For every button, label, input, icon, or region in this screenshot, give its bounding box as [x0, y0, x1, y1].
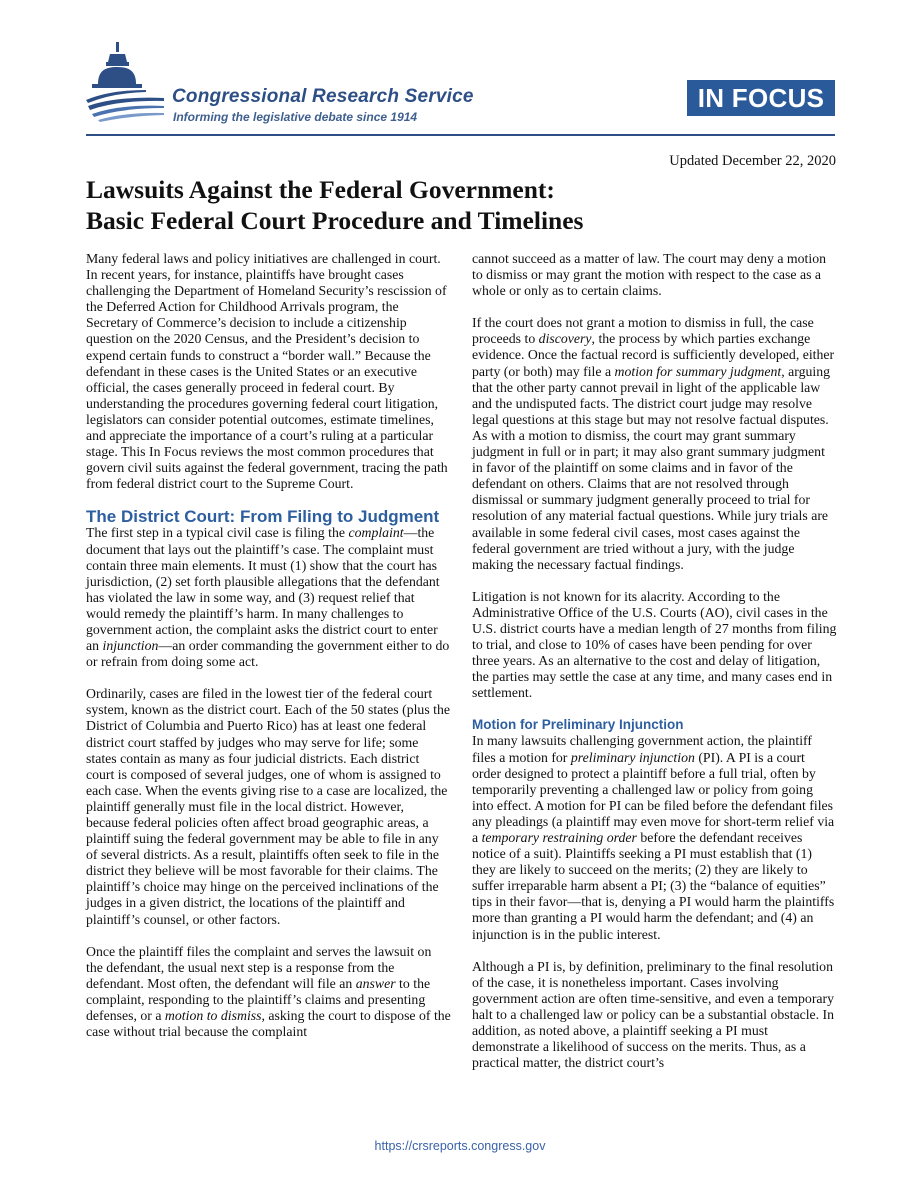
left-column	[86, 251, 451, 1040]
section-heading-preliminary-injunction: Motion for Preliminary Injunction	[472, 717, 684, 733]
timeline-paragraph: Litigation is not known for its alacrity. According to the Administrative Office of the U.S. Courts (AO), civil cases in the U.S. district courts have a median length of 27 months from filing to trial, and close to 10% of cases have been pending for over three years. As an alternative to the cost and delay of litigation, the parties may settle the case at any time, and many cases end in settlement.	[472, 588, 837, 701]
term-discovery: discovery	[538, 331, 592, 347]
preliminary-injunction-paragraph: In many lawsuits challenging government action, the plaintiff files a motion for preliminary injunction (PI). A PI is a court order designed to protect a plaintiff before a full trial, often by temporarily preventing a challenged law or policy from going into effect. A motion for PI can be filed before the defendant files any pleadings (a plaintiff may even move for short-term relief via a temporary restraining order before the defendant receives notice of a suit). Plaintiffs seeking a PI must establish that (1) they are likely to succeed on the merits; (2) they are likely to suffer irreparable harm absent a PI; (3) the “balance of equities” tips in their favor—that is, denying a PI would harm the plaintiffs more than granting a PI would harm the defendant; and (4) an injunction is in the public interest.	[472, 733, 835, 942]
term-complaint: complaint	[348, 525, 404, 541]
dismiss-continuation-paragraph: cannot succeed as a matter of law. The court may deny a motion to dismiss or may grant the motion with respect to the case as a whole or only as to certain claims.	[472, 251, 826, 299]
header-rule	[86, 134, 835, 136]
page-header	[0, 0, 920, 150]
complaint-paragraph: The first step in a typical civil case is filing the complaint—the document that lays out the plaintiff’s case. The complaint must contain three main elements. It must (1) show that the court has jurisdiction, (2) set forth plausible allegations that the defendant has violated the law in some way, and (3) request relief that would remedy the plaintiff’s harm. In many challenges to government action, the complaint asks the district court to enter an injunction—an order commanding the government either to do or refrain from doing some act.	[86, 525, 450, 670]
term-answer: answer	[355, 975, 396, 991]
term-temporary-restraining-order: temporary restraining order	[481, 830, 637, 845]
term-motion-to-dismiss: motion to dismiss	[164, 1008, 262, 1024]
term-preliminary-injunction: preliminary injunction	[570, 749, 695, 765]
org-tagline: Informing the legislative debate since 1914	[173, 110, 418, 124]
discovery-paragraph: If the court does not grant a motion to dismiss in full, the case proceeds to discovery, the process by which parties exchange evidence. Once the factual record is sufficiently developed, either party (or both) may file a motion for summary judgment, arguing that the other party cannot prevail in light of the applicable law and the undisputed facts. The district court judge may resolve legal questions at this stage but may not resolve factual disputes. As with a motion to dismiss, the court may grant summary judgment in full or in part; it may also grant summary judgment in favor of the plaintiff on some claims and in favor of the defendant on others. Claims that are not resolved through dismissal or summary judgment generally proceed to trial for resolution of any material factual questions. While jury trials are available in some federal civil cases, most cases against the federal government are tried without a jury, with the judge making the necessary factual findings.	[472, 315, 835, 572]
org-name: Congressional Research Service	[172, 86, 474, 107]
term-injunction: injunction	[102, 638, 159, 654]
title-line-2: Basic Federal Court Procedure and Timelines	[86, 206, 584, 235]
pi-importance-paragraph: Although a PI is, by definition, preliminary to the final resolution of the case, it is nonetheless important. Cases involving government action are often time-sensitive, and even a temporary halt to a challenged law or policy can be a substantial obstacle. In addition, as noted above, a plaintiff seeking a PI must demonstrate a likelihood of success on the merits. Thus, as a practical matter, the district court’s	[472, 958, 835, 1071]
right-column	[472, 251, 837, 1071]
in-focus-badge: IN FOCUS	[687, 80, 835, 116]
response-paragraph: Once the plaintiff files the complaint and serves the lawsuit on the defendant, the usual next step is a response from the defendant. Most often, the defendant will file an answer to the complaint, responding to the plaintiff’s claims and presenting defenses, or a motion to dismiss, asking the court to dispose of the case without trial because the complaint	[86, 943, 451, 1040]
updated-date: Updated December 22, 2020	[669, 153, 836, 169]
intro-paragraph: Many federal laws and policy initiatives are challenged in court. In recent years, for instance, plaintiffs have brought cases challenging the Department of Homeland Security’s rescission of the Deferred Action for Childhood Arrivals program, the Secretary of Commerce’s decision to include a citizenship question on the 2020 Census, and the President’s decision to expend certain funds to construct a “border wall.” Because the defendant in these cases is the United States or an executive official, the cases generally proceed in federal court. By understanding the procedures governing federal court litigation, legislators can consider potential outcomes, estimate timelines, and appreciate the importance of a court’s ruling at a particular stage. This In Focus reviews the most common procedures that govern civil suits against the federal government, tracing the path from federal district court to the Supreme Court.	[86, 251, 448, 492]
section-heading-district-court: The District Court: From Filing to Judgment	[86, 507, 440, 527]
footer-url-link[interactable]: https://crsreports.congress.gov	[374, 1139, 546, 1153]
title-line-1: Lawsuits Against the Federal Government:	[86, 175, 555, 204]
capitol-dome-icon	[86, 40, 166, 122]
district-court-paragraph: Ordinarily, cases are filed in the lowest tier of the federal court system, known as the district court. Each of the 50 states (plus the District of Columbia and Puerto Rico) has at least one federal district court staffed by judges who may serve for life; some states contain as many as four judicial districts. Each district court is composed of several judges, one of whom is assigned to each case. When the events giving rise to a case are localized, the plaintiff generally must file in the local district. However, because federal policies often affect broad geographic areas, a plaintiff suing the federal government may be able to file in any of several districts. As a result, plaintiffs often seek to file in the district they believe will be most favorable for their claims. The plaintiff’s choice may hinge on the perceived inclinations of the judges in a given district, the locations of the plaintiff and plaintiff’s counsel, or other factors.	[86, 686, 451, 927]
page-title	[86, 174, 846, 236]
term-summary-judgment: motion for summary judgment	[614, 363, 782, 379]
